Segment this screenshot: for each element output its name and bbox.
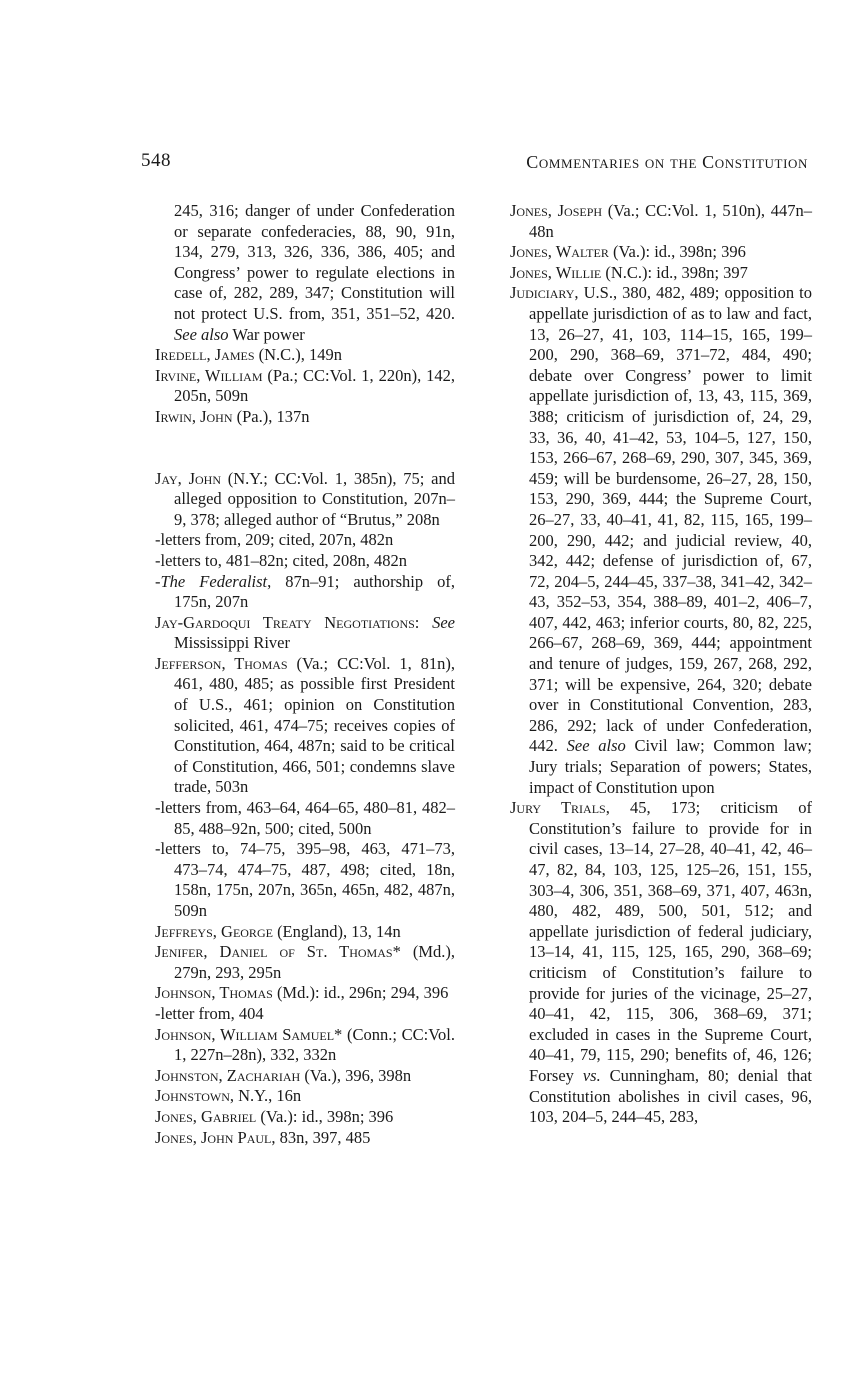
italic-text: vs.: [582, 1065, 601, 1085]
entry-text: -letters from, 463–64, 464–65, 480–81, 482–85, 488–92n, 500; cited, 500n: [155, 798, 455, 838]
entry-text: (Pa.), 137n: [232, 406, 310, 426]
entry-headword: Johnston, Zachariah: [155, 1065, 301, 1085]
entry-text: , 83n, 397, 485: [271, 1127, 371, 1147]
entry-text: (Pa.; CC:Vol. 1, 220n), 142, 205n, 509n: [174, 365, 455, 406]
entry-headword: Irwin, John: [155, 406, 233, 426]
index-entry: [155, 407, 455, 428]
entry-text: -letters from, 209; cited, 207n, 482n: [155, 530, 394, 550]
entry-text: -letter from, 404: [155, 1003, 264, 1023]
index-column-left: [155, 201, 455, 1148]
entry-headword: Irvine, William: [155, 365, 263, 385]
index-entry: [155, 1107, 455, 1128]
entry-text: (Conn.; CC:Vol. 1, 227n–28n), 332, 332n: [174, 1024, 455, 1065]
index-entry: [155, 1025, 455, 1066]
entry-text: -: [155, 571, 161, 591]
index-entry-continuation: [155, 201, 455, 345]
entry-headword: Jones, Willie: [510, 262, 602, 282]
entry-headword: Johnson, Thomas: [155, 983, 273, 1003]
index-entry: [155, 469, 455, 531]
entry-text: (England), 13, 14n: [272, 921, 401, 941]
index-entry: [155, 1086, 455, 1107]
entry-headword: Jenifer, Daniel of St. Thomas*: [155, 942, 401, 962]
italic-text: See also: [566, 736, 626, 756]
entry-headword: Jay, John: [155, 468, 221, 488]
letter-section-gap: [155, 428, 455, 469]
entry-text: , N.Y., 16n: [229, 1086, 302, 1106]
index-entry: [155, 654, 455, 798]
entry-text: , 87n–91; authorship of, 175n, 207n: [174, 571, 455, 612]
index-subentry: [155, 572, 455, 613]
entry-headword: Jones, Joseph: [510, 201, 603, 220]
entry-headword: Jones, John Paul: [155, 1127, 272, 1147]
entry-headword: Jay-Gardoqui Treaty Negotiations:: [155, 612, 420, 632]
index-subentry: [155, 1004, 455, 1025]
entry-text: (Va.; CC:Vol. 1, 510n), 447n–48n: [529, 201, 812, 241]
entry-text: (Va.; CC:Vol. 1, 81n), 461, 480, 485; as possible first President of U.S., 461; opinion on Constitution solicited, 461, 474–75; receives copies of Constitution, 464, 487n; said to be critical of Constitution, 466, 501; condemns slave trade, 503n: [174, 653, 455, 797]
italic-text: The Federalist: [160, 571, 268, 591]
entry-headword: Iredell, James: [155, 345, 255, 365]
entry-headword: Jury Trials: [510, 798, 606, 818]
index-entry: [510, 242, 812, 263]
entry-headword: Jones, Gabriel: [155, 1106, 257, 1126]
entry-text: (Va.): id., 398n; 396: [256, 1106, 394, 1126]
entry-text: -letters to, 481–82n; cited, 208n, 482n: [155, 550, 408, 570]
entry-text: (N.C.), 149n: [254, 345, 343, 365]
index-entry: [155, 366, 455, 407]
index-entry: [510, 263, 812, 284]
entry-text: Civil law; Common law; Jury trials; Separation of powers; States, impact of Constitution upon: [529, 736, 813, 797]
italic-text: See also: [174, 324, 229, 344]
index-entry: [155, 1066, 455, 1087]
index-entry: [155, 613, 455, 654]
index-entry: [155, 983, 455, 1004]
entry-headword: Jeffreys, George: [155, 921, 273, 941]
index-entry: [155, 1128, 455, 1149]
running-head: Commentaries on the Constitution: [526, 152, 808, 172]
entry-text: Mississippi River: [174, 633, 290, 653]
entry-text: [419, 613, 432, 632]
entry-text: Cunningham, 80; denial that Constitution abolishes in civil cases, 96, 103, 204–5, 244–45, 283,: [529, 1065, 812, 1127]
entry-headword: Johnson, William Samuel*: [155, 1024, 343, 1044]
entry-text: , 380, 482, 489; opposition to appellate jurisdiction of as to law and fact, 13, 26–27, 41, 103, 114–15, 165, 199–200, 290, 368–69, 371–72, 484, 490; debate over Congress’ power to limit appellate jurisdiction of, 13, 43, 115, 369, 388; criticism of jurisdiction of, 24, 29, 33, 36, 40, 41–42, 53, 104–5, 127, 150, 153, 266–67, 268–69, 290, 307, 345, 369, 459; will be burdensome, 26–27, 28, 150, 153, 290, 369, 444; the Supreme Court, 26–27, 33, 40–41, 41, 82, 115, 165, 199–200, 290, 442; and judicial review, 40, 342, 442; defense of jurisdiction of, 67, 72, 204–5, 244–45, 337–38, 341–42, 342–43, 352–53, 354, 388–89, 401–2, 406–7, 407, 442, 463; inferior courts, 80, 82, 225, 266–67, 268–69, 369, 444; appointment and tenure of judges, 159, 267, 268, 292, 371; will be expensive, 264, 320; debate over in Constitutional Convention, 283, 286, 292; lack of under Confederation, 442.: [529, 283, 813, 756]
entry-text: (Md.): id., 296n; 294, 396: [272, 983, 449, 1003]
entry-text: (N.C.): id., 398n; 397: [601, 262, 748, 282]
italic-text: See: [432, 612, 456, 632]
index-subentry: [155, 551, 455, 572]
entry-text: (Md.), 279n, 293, 295n: [174, 942, 455, 982]
page-number: 548: [141, 150, 171, 171]
index-subentry: [155, 798, 455, 839]
index-entry: [510, 798, 812, 1128]
entry-text: -letters to, 74–75, 395–98, 463, 471–73, 473–74, 474–75, 487, 498; cited, 18n, 158n, 175n, 207n, 365n, 465n, 482, 487n, 509n: [155, 839, 455, 920]
entry-text: 245, 316; danger of under Confederation or separate confederacies, 88, 90, 91n, 134, 279, 313, 326, 336, 386, 405; and Congress’ power to regulate elections in case of, 282, 289, 347; Constitution will not protect U.S. from, 351, 351–52, 420.: [174, 201, 455, 323]
index-entry: [155, 345, 455, 366]
index-entry: [510, 283, 812, 798]
entry-text: (Va.): id., 398n; 396: [608, 242, 746, 262]
entry-headword: Jefferson, Thomas: [155, 653, 288, 673]
index-entry: [155, 922, 455, 943]
index-entry: [510, 201, 812, 242]
index-subentry: [155, 839, 455, 921]
entry-headword: Jones, Walter: [510, 242, 609, 262]
entry-headword: Johnstown: [155, 1086, 230, 1106]
index-column-right: [510, 201, 812, 1128]
entry-text: War power: [228, 324, 305, 344]
entry-text: (Va.), 396, 398n: [300, 1065, 412, 1085]
entry-text: (N.Y.; CC:Vol. 1, 385n), 75; and alleged opposition to Constitution, 207n–9, 378; alleged author of “Brutus,” 208n: [174, 468, 455, 529]
index-subentry: [155, 530, 455, 551]
entry-headword: Judiciary, U.S.: [510, 283, 613, 303]
index-entry: [155, 942, 455, 983]
entry-text: , 45, 173; criticism of Constitution’s failure to provide for in civil cases, 13–14, 27–28, 40–41, 42, 46–47, 82, 84, 103, 125, 125–26, 151, 155, 303–4, 306, 351, 368–69, 371, 407, 463n, 480, 482, 489, 500, 501, 512; and appellate jurisdiction of federal judiciary, 13–14, 41, 115, 125, 165, 290, 368–69; criticism of Constitution’s failure to provide for juries of the vicinage, 25–27, 40–41, 42, 115, 306, 368–69, 371; excluded in cases in the Supreme Court, 40–41, 79, 115, 290; benefits of, 46, 126; Forsey: [529, 798, 812, 1085]
